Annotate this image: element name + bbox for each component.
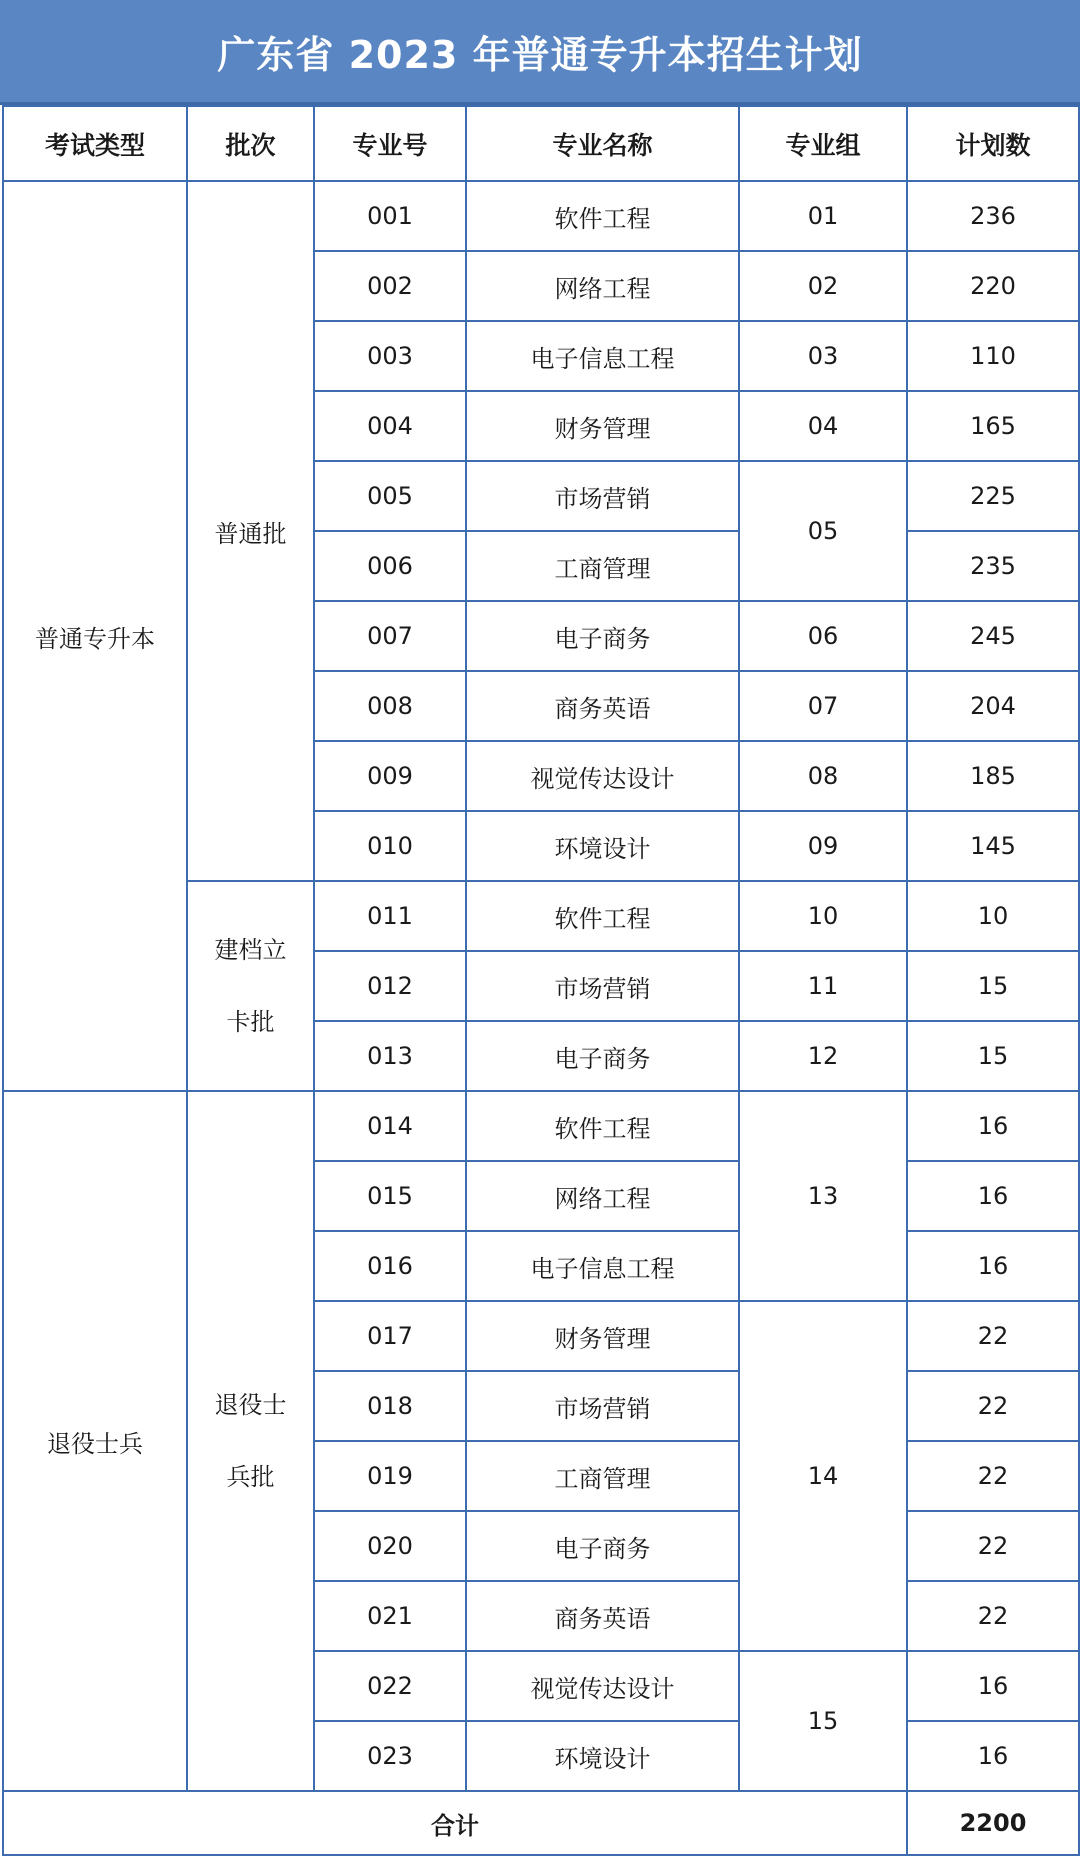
total-row	[3, 1791, 1079, 1855]
major-group-cell: 04	[739, 391, 907, 461]
major-group-cell: 06	[739, 601, 907, 671]
major-name-cell: 市场营销	[466, 1371, 739, 1441]
major-group-cell: 07	[739, 671, 907, 741]
major-group-cell: 12	[739, 1021, 907, 1091]
major-name-cell: 环境设计	[466, 811, 739, 881]
major-code-cell: 002	[314, 251, 466, 321]
plan-count-cell: 245	[907, 601, 1079, 671]
header-major-code: 专业号	[314, 106, 466, 181]
header-batch: 批次	[187, 106, 314, 181]
plan-count-cell: 16	[907, 1721, 1079, 1791]
major-name-cell: 电子商务	[466, 601, 739, 671]
major-group-cell: 11	[739, 951, 907, 1021]
major-name-cell: 财务管理	[466, 1301, 739, 1371]
major-name-cell: 视觉传达设计	[466, 1651, 739, 1721]
plan-count-cell: 16	[907, 1651, 1079, 1721]
major-code-cell: 023	[314, 1721, 466, 1791]
plan-count-cell: 15	[907, 951, 1079, 1021]
header-exam-type: 考试类型	[3, 106, 187, 181]
major-name-cell: 电子商务	[466, 1021, 739, 1091]
table-row	[3, 181, 1079, 251]
plan-count-cell: 225	[907, 461, 1079, 531]
page-title: 广东省 2023 年普通专升本招生计划	[0, 0, 1080, 105]
major-code-cell: 013	[314, 1021, 466, 1091]
major-group-cell: 13	[739, 1091, 907, 1301]
major-code-cell: 015	[314, 1161, 466, 1231]
major-name-cell: 软件工程	[466, 881, 739, 951]
major-code-cell: 003	[314, 321, 466, 391]
major-code-cell: 005	[314, 461, 466, 531]
plan-count-cell: 15	[907, 1021, 1079, 1091]
major-name-cell: 商务英语	[466, 1581, 739, 1651]
plan-count-cell: 165	[907, 391, 1079, 461]
major-group-cell: 03	[739, 321, 907, 391]
major-code-cell: 006	[314, 531, 466, 601]
plan-count-cell: 16	[907, 1161, 1079, 1231]
major-code-cell: 019	[314, 1441, 466, 1511]
major-name-cell: 工商管理	[466, 1441, 739, 1511]
major-code-cell: 008	[314, 671, 466, 741]
major-code-cell: 016	[314, 1231, 466, 1301]
major-code-cell: 001	[314, 181, 466, 251]
plan-count-cell: 22	[907, 1511, 1079, 1581]
major-group-cell: 01	[739, 181, 907, 251]
total-value: 2200	[907, 1791, 1079, 1855]
major-name-cell: 环境设计	[466, 1721, 739, 1791]
major-code-cell: 012	[314, 951, 466, 1021]
major-group-cell: 15	[739, 1651, 907, 1791]
major-group-cell: 14	[739, 1301, 907, 1651]
batch-cell-normal: 普通批	[187, 181, 314, 881]
major-group-cell: 05	[739, 461, 907, 601]
batch-cell-veteran	[187, 1091, 314, 1791]
major-group-cell: 08	[739, 741, 907, 811]
major-code-cell: 009	[314, 741, 466, 811]
major-name-cell: 软件工程	[466, 1091, 739, 1161]
major-group-cell: 09	[739, 811, 907, 881]
enrollment-plan-table	[2, 105, 1080, 1856]
major-code-cell: 020	[314, 1511, 466, 1581]
plan-count-cell: 110	[907, 321, 1079, 391]
major-name-cell: 视觉传达设计	[466, 741, 739, 811]
major-name-cell: 市场营销	[466, 951, 739, 1021]
major-name-cell: 网络工程	[466, 251, 739, 321]
exam-type-cell-veteran: 退役士兵	[3, 1091, 187, 1791]
major-name-cell: 电子信息工程	[466, 1231, 739, 1301]
header-major-name: 专业名称	[466, 106, 739, 181]
major-code-cell: 011	[314, 881, 466, 951]
major-name-cell: 市场营销	[466, 461, 739, 531]
plan-count-cell: 145	[907, 811, 1079, 881]
plan-count-cell: 204	[907, 671, 1079, 741]
plan-count-cell: 22	[907, 1581, 1079, 1651]
major-name-cell: 电子商务	[466, 1511, 739, 1581]
plan-count-cell: 235	[907, 531, 1079, 601]
major-code-cell: 022	[314, 1651, 466, 1721]
header-major-group: 专业组	[739, 106, 907, 181]
major-code-cell: 007	[314, 601, 466, 671]
plan-count-cell: 22	[907, 1441, 1079, 1511]
plan-count-cell: 10	[907, 881, 1079, 951]
batch-label: 建档立 卡批	[214, 936, 287, 1036]
major-code-cell: 017	[314, 1301, 466, 1371]
plan-count-cell: 22	[907, 1301, 1079, 1371]
major-name-cell: 商务英语	[466, 671, 739, 741]
exam-type-cell-regular: 普通专升本	[3, 181, 187, 1091]
major-group-cell: 10	[739, 881, 907, 951]
major-name-cell: 工商管理	[466, 531, 739, 601]
major-name-cell: 软件工程	[466, 181, 739, 251]
table-row	[3, 1091, 1079, 1161]
header-row	[3, 106, 1079, 181]
major-name-cell: 电子信息工程	[466, 321, 739, 391]
major-code-cell: 004	[314, 391, 466, 461]
major-code-cell: 018	[314, 1371, 466, 1441]
plan-count-cell: 16	[907, 1231, 1079, 1301]
major-code-cell: 014	[314, 1091, 466, 1161]
total-label: 合计	[3, 1791, 907, 1855]
major-code-cell: 021	[314, 1581, 466, 1651]
plan-count-cell: 22	[907, 1371, 1079, 1441]
batch-label: 退役士 兵批	[214, 1391, 287, 1491]
major-group-cell: 02	[739, 251, 907, 321]
plan-count-cell: 236	[907, 181, 1079, 251]
major-name-cell: 网络工程	[466, 1161, 739, 1231]
batch-cell-poverty	[187, 881, 314, 1091]
major-name-cell: 财务管理	[466, 391, 739, 461]
plan-count-cell: 16	[907, 1091, 1079, 1161]
header-plan-count: 计划数	[907, 106, 1079, 181]
plan-count-cell: 220	[907, 251, 1079, 321]
major-code-cell: 010	[314, 811, 466, 881]
plan-count-cell: 185	[907, 741, 1079, 811]
